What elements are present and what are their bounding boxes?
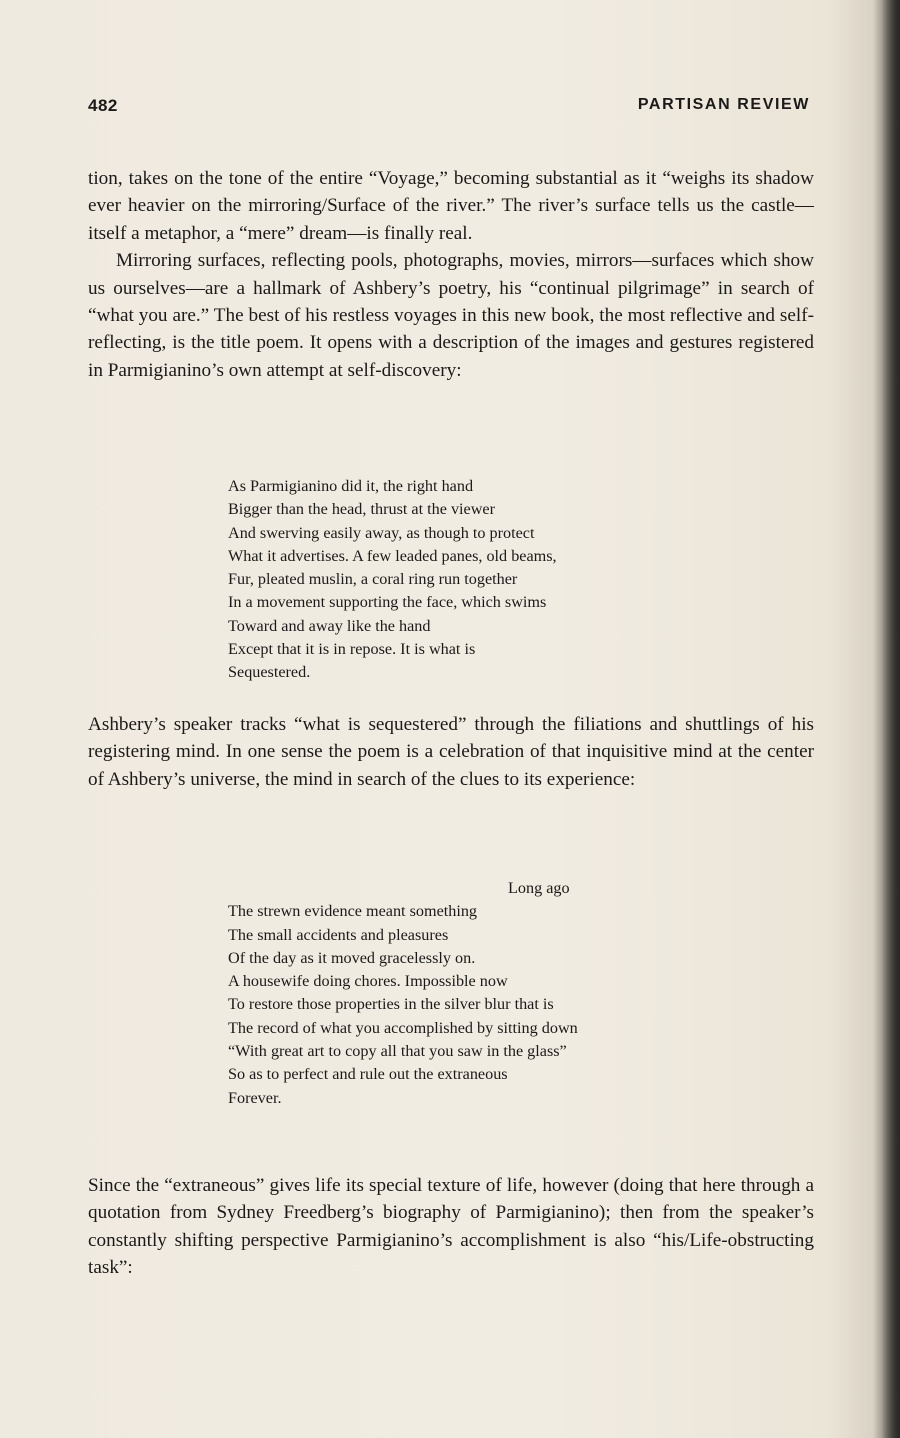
verse-line: Toward and away like the hand (228, 616, 431, 635)
paragraph-mirroring-surfaces: Mirroring surfaces, reflecting pools, photographs, movies, mirrors—surfaces which show us ourselves—are a hallmark of Ashbery’s poetry, his “continual pilgrimage” in search of “what you are.” The best of his restless voyages in this new book, the most reflective and self-reflecting, is the title poem. It opens with a description of the images and gestures registered in Parmigianino’s own attempt at self-discovery: (88, 250, 814, 381)
verse-line: And swerving easily away, as though to protect (228, 523, 535, 542)
page-header (88, 96, 810, 120)
paragraph-speaker-tracks: Ashbery’s speaker tracks “what is sequestered” through the filiations and shuttlings of his registering mind. In one sense the poem is a celebration of that inquisitive mind at the center of Ashbery’s universe, the mind in search of the clues to its experience: (88, 714, 814, 790)
verse-line: The strewn evidence meant something (228, 902, 478, 921)
verse-line: A housewife doing chores. Impossible now (228, 972, 508, 991)
verse-quotation-1 (228, 475, 788, 685)
verse-line: The small accidents and pleasures (228, 925, 449, 944)
verse-line: Fur, pleated muslin, a coral ring run together (228, 570, 518, 589)
verse-line: Forever. (228, 1088, 282, 1107)
verse-quotation-2 (228, 877, 788, 1110)
verse-line: In a movement supporting the face, which swims (228, 593, 547, 612)
verse-line: What it advertises. A few leaded panes, old beams, (228, 546, 557, 565)
verse-line: Of the day as it moved gracelessly on. (228, 948, 476, 967)
verse-line: The record of what you accomplished by sitting down (228, 1018, 578, 1037)
prose-block-2 (88, 711, 814, 793)
verse-line: So as to perfect and rule out the extraneous (228, 1065, 508, 1084)
verse-line: Sequestered. (228, 663, 311, 682)
verse-line: Long ago (508, 879, 570, 897)
verse-line: Bigger than the head, thrust at the viewer (228, 500, 496, 519)
verse-line: Except that it is in repose. It is what is (228, 640, 476, 659)
verse-line: As Parmigianino did it, the right hand (228, 477, 474, 495)
prose-block-1 (88, 165, 814, 384)
page-edge-shadow (882, 0, 900, 1438)
verse-line: To restore those properties in the silver blur that is (228, 995, 554, 1014)
paragraph-continuation: tion, takes on the tone of the entire “Voyage,” becoming substantial as it “weighs its shadow ever heavier on the mirroring/Surface of the river.” The river’s surface tells us the castle—itself a metaphor, a “mere” dream—is finally real. (88, 168, 814, 244)
prose-block-3 (88, 1172, 814, 1282)
page-number: 482 (88, 96, 118, 115)
paragraph-extraneous: Since the “extraneous” gives life its special texture of life, however (doing that here through a quotation from Sydney Freedberg’s biography of Parmigianino); then from the speaker’s constantly shifting perspective Parmigianino’s accomplishment is also “his/Life-obstructing task”: (88, 1175, 814, 1279)
verse-line: “With great art to copy all that you saw in the glass” (228, 1042, 567, 1061)
running-head: PARTISAN REVIEW (637, 96, 810, 113)
